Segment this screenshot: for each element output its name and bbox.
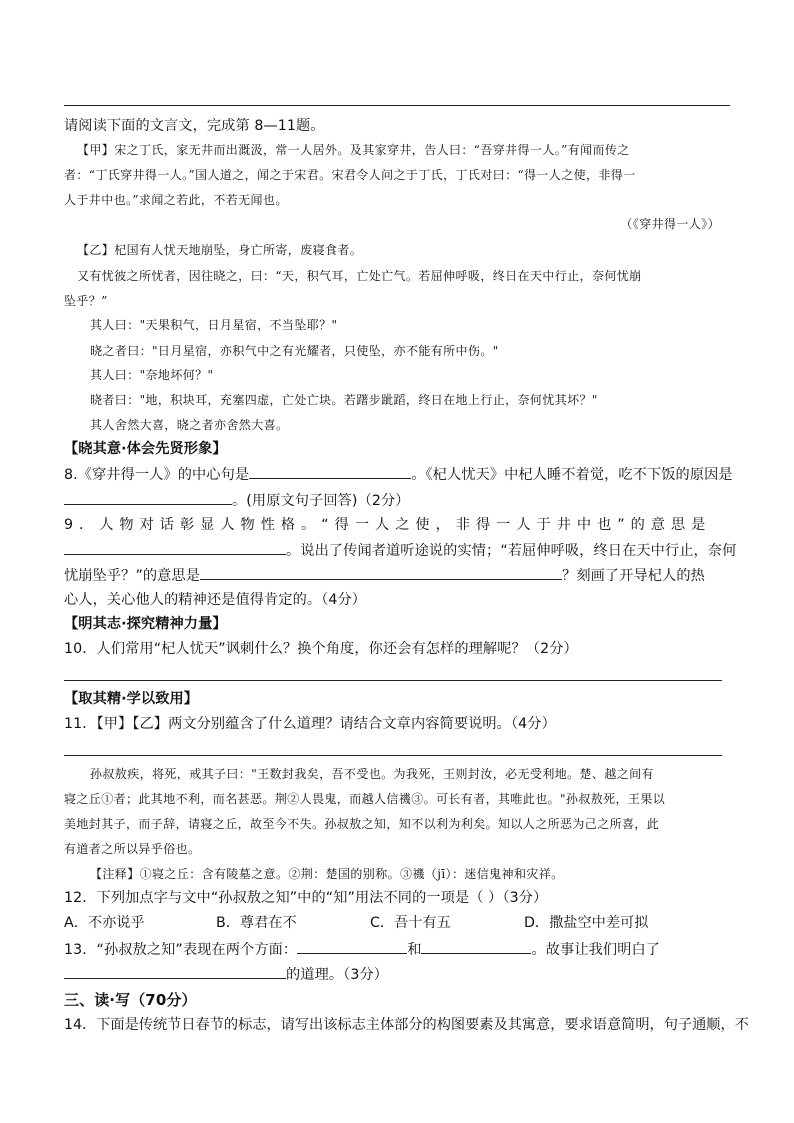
header-rule <box>64 105 730 106</box>
passage-jia-line-2: 者：“丁氏穿井得一人。”国人道之，闻之于宋君。宋君令人问之于丁氏，丁氏对曰：“得一人之使，非得一 <box>64 168 636 182</box>
question-14: 14．下面是传统节日春节的标志，请写出该标志主体部分的构图要素及其寓意，要求语意简明，句子通顺，不 <box>64 1017 749 1033</box>
answer-blank-8a[interactable] <box>249 465 411 479</box>
question-9-text-a: 9．人物对话彰显人物性格。“得一人之使，非得一人于井中也”的意思是 <box>64 517 712 533</box>
question-13-text-c: 。故事让我们明白了 <box>531 942 661 958</box>
passage-jia-source: （《穿井得一人》） <box>620 217 720 231</box>
section-heading-1: 【晓其意·体会先贤形象】 <box>64 441 227 457</box>
question-9-text-d: ？刻画了开导杞人的热 <box>562 568 705 584</box>
section-heading-3: 【取其精·学以致用】 <box>64 691 199 707</box>
question-11: 11．【甲】【乙】两文分别蕴含了什么道理？请结合文章内容简要说明。（4分） <box>64 716 556 732</box>
question-8-line-1 <box>64 465 733 484</box>
passage-yi-line-4: 其人曰："天果积气，日月星宿，不当坠耶？" <box>90 318 338 332</box>
answer-blank-13b[interactable] <box>421 940 531 954</box>
passage-yi-line-5: 晓之者曰："日月星宿，亦积气中之有光耀者，只使坠，亦不能有所中伤。" <box>90 344 499 358</box>
passage-yi-line-7: 晓者曰："地，积块耳，充塞四虚，亡处亡块。若躇步跐蹈，终日在地上行止，奈何忧其坏？" <box>90 393 598 407</box>
question-8-text-b: 。《杞人忧天》中杞人睡不着觉，吃不下饭的原因是 <box>411 467 733 483</box>
question-13-line-1 <box>64 940 730 959</box>
question-8-line-2 <box>64 491 730 510</box>
passage-jia-line-1: 【甲】宋之丁氏，家无井而出溉汲，常一人居外。及其家穿井，告人曰：“吾穿井得一人。”有闻而传之 <box>77 143 630 157</box>
question-8-text-c: 。(用原文句子回答)（2分） <box>232 493 410 509</box>
passage-yi-line-6: 其人曰："奈地坏何？" <box>90 368 214 382</box>
question-13-text-b: 和 <box>407 942 422 958</box>
passage-sun-line-2: 寝之丘①者；此其地不利，而名甚恶。荆②人畏鬼，而越人信禨③。可长有者，其唯此也。"孙叔敖死，王果以 <box>64 792 666 806</box>
answer-line-11[interactable] <box>64 755 722 756</box>
section-heading-2: 【明其志·探究精神力量】 <box>64 616 227 632</box>
passage-sun-line-1: 孙叔敖疾，将死，戒其子曰："王数封我矣，吾不受也。为我死，王则封汝，必无受利地。楚、越之间有 <box>90 767 654 781</box>
question-12-option-b[interactable]: B．尊君在不 <box>216 915 297 931</box>
passage-sun-note: 【注释】①寝之丘：含有陵墓之意。②荆：楚国的别称。③禨（jī）：迷信鬼神和灾祥。 <box>90 867 564 881</box>
reading-instruction: 请阅读下面的文言文，完成第 8—11题。 <box>64 118 325 134</box>
question-12-option-a[interactable]: A．不亦说乎 <box>64 915 145 931</box>
question-12-stem: 12．下列加点字与文中“孙叔敖之知”中的“知”用法不同的一项是（ ）（3分） <box>64 890 548 906</box>
question-9-text-c: 忧崩坠乎？”的意思是 <box>64 568 201 584</box>
passage-yi-line-8: 其人舍然大喜，晓之者亦舍然大喜。 <box>90 418 289 432</box>
answer-blank-13a[interactable] <box>297 940 407 954</box>
section-heading-read-write: 三、读·写（70分） <box>64 991 197 1009</box>
answer-blank-8b[interactable] <box>64 491 232 505</box>
question-9-line-1 <box>64 516 730 534</box>
passage-yi-line-2: 又有忧彼之所忧者，因往晓之，曰：“天，积气耳，亡处亡气。若屈伸呼吸，终日在天中行止，奈何忧崩 <box>77 269 642 283</box>
question-9-line-2 <box>64 541 737 560</box>
passage-yi-line-3: 坠乎？” <box>64 294 108 308</box>
question-12-option-d[interactable]: D．撒盐空中差可拟 <box>524 915 649 931</box>
question-12-option-c[interactable]: C．吾十有五 <box>370 915 451 931</box>
answer-blank-13c[interactable] <box>64 965 286 979</box>
passage-yi-line-1: 【乙】杞国有人忧天地崩坠，身亡所寄，废寝食者。 <box>77 243 363 257</box>
answer-blank-9a[interactable] <box>64 541 286 555</box>
question-13-line-2 <box>64 965 730 984</box>
question-8-text-a: 8.《穿井得一人》的中心句是 <box>64 467 250 483</box>
answer-blank-9b[interactable] <box>200 566 562 580</box>
question-9-text-b: 。说出了传闻者道听途说的实情；“若屈伸呼吸，终日在天中行止，奈何 <box>286 543 737 559</box>
passage-sun-line-3: 美地封其子，而子辞，请寝之丘，故至今不失。孙叔敖之知，知不以利为利矣。知以人之所恶为己之所喜，此 <box>64 817 660 831</box>
passage-sun-line-4: 有道者之所以异乎俗也。 <box>64 842 201 856</box>
answer-line-10[interactable] <box>64 680 722 681</box>
exam-page <box>64 0 749 1123</box>
question-10: 10．人们常用“杞人忧天”讽刺什么？换个角度，你还会有怎样的理解呢？（2分） <box>64 641 578 657</box>
passage-jia-line-3: 人于井中也。”求闻之若此，不若无闻也。 <box>64 193 288 207</box>
question-13-text-d: 的道理。（3分） <box>286 967 389 983</box>
question-9-line-4: 心人，关心他人的精神还是值得肯定的。（4分） <box>64 592 367 608</box>
question-9-line-3 <box>64 566 730 585</box>
question-13-text-a: 13．“孙叔敖之知”表现在两个方面： <box>64 942 298 958</box>
